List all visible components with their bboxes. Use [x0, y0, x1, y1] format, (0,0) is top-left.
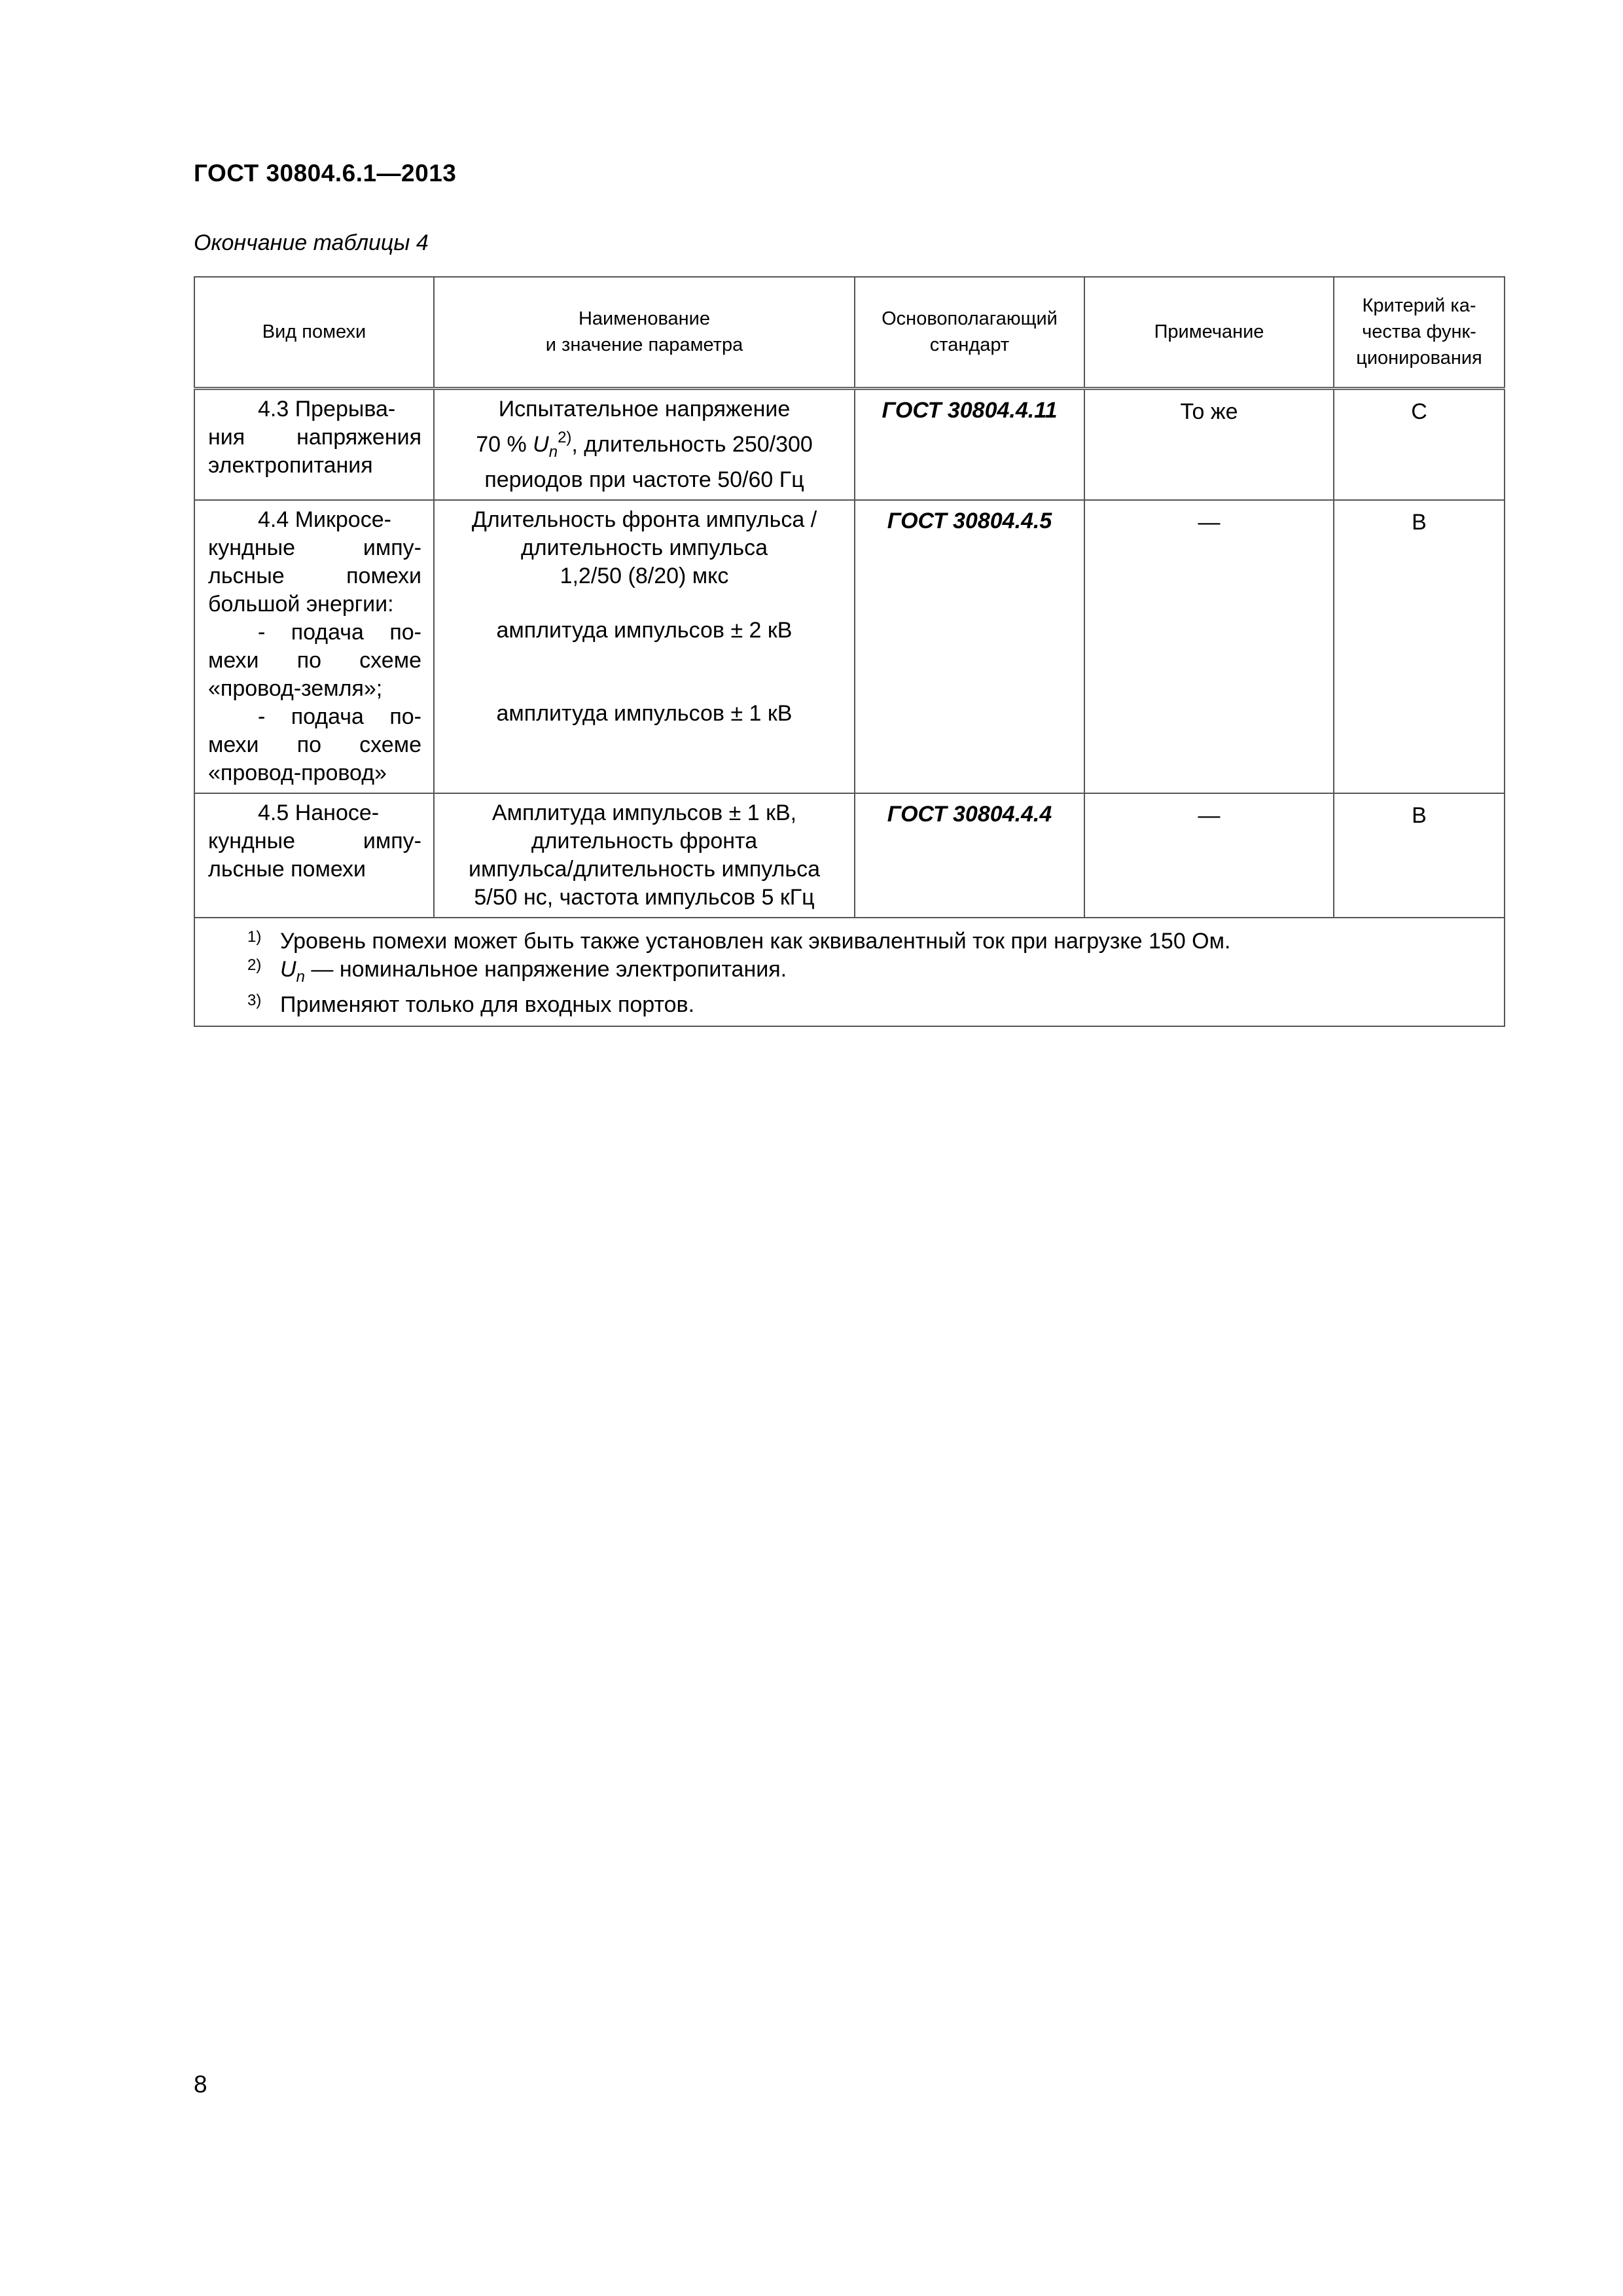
cell-note: — [1084, 793, 1334, 918]
cell-interference-type: 4.5 Наносе- кундные импу- льсные помехи [194, 793, 434, 918]
footnotes-row [194, 918, 1505, 1026]
page-number: 8 [194, 2071, 207, 2098]
interference-table [194, 276, 1505, 1027]
cell-standard: ГОСТ 30804.4.11 [855, 388, 1084, 500]
column-header-type: Вид помехи [194, 277, 434, 388]
cell-standard: ГОСТ 30804.4.4 [855, 793, 1084, 918]
cell-interference-type: 4.4 Микросе- кундные импу- льсные помехи большой энергии: - подача по- мехи по схеме «провод-земля»; - подача по- мехи по схеме «провод-провод» [194, 500, 434, 793]
cell-note: — [1084, 500, 1334, 793]
cell-parameter: Испытательное напряжение 70 % $U_n^{2)}$, длительность 250/300 периодов при частоте 50/60 Гц [434, 388, 855, 500]
table-row [194, 793, 1505, 918]
footnote: $^{3)}$ Применяют только для входных портов. [247, 991, 695, 1017]
table-caption: Окончание таблицы 4 [194, 230, 429, 255]
column-header-note: Примечание [1084, 277, 1334, 388]
table-row [194, 388, 1505, 500]
footnotes-cell [194, 918, 1505, 1026]
cell-parameter: Длительность фронта импульса / длительность импульса 1,2/50 (8/20) мкс амплитуда импульсов ± 2 кВ амплитуда импульсов ± 1 кВ [434, 500, 855, 793]
cell-interference-type: 4.3 Прерыва- ния напряжения электропитания [194, 388, 434, 500]
column-header-criterion: Критерий ка- чества функ- ционирования [1334, 277, 1505, 388]
cell-standard: ГОСТ 30804.4.5 [855, 500, 1084, 793]
cell-criterion: С [1334, 388, 1505, 500]
footnote: $^{2)}$ $U_n$ — номинальное напряжение электропитания. [247, 956, 787, 986]
cell-criterion: В [1334, 500, 1505, 793]
table-row [194, 500, 1505, 793]
column-header-standard: Основополагающий стандарт [855, 277, 1084, 388]
cell-parameter: Амплитуда импульсов ± 1 кВ, длительность фронта импульса/длительность импульса 5/50 нс, частота импульсов 5 кГц [434, 793, 855, 918]
cell-note: То же [1084, 388, 1334, 500]
cell-criterion: В [1334, 793, 1505, 918]
footnote: $^{1)}$ Уровень помехи может быть также установлен как эквивалентный ток при нагрузке 150 Ом. [247, 927, 1231, 954]
column-header-parameter: Наименование и значение параметра [434, 277, 855, 388]
table-header-row [194, 277, 1505, 388]
document-title: ГОСТ 30804.6.1—2013 [194, 160, 457, 187]
